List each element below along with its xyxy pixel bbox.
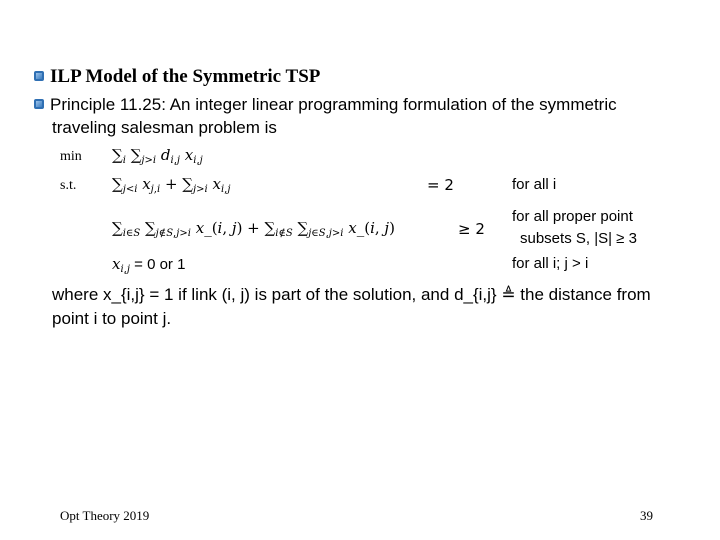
degree-constraint-rhs: = 2	[427, 176, 454, 194]
where-line-1: where x_{i,j} = 1 if link (i, j) is part of the solution, and d_{i,j} ≜ the distance from	[52, 285, 651, 304]
subtour-condition-line-1: for all proper point	[512, 208, 633, 225]
bullet-principle-row	[34, 94, 617, 116]
subtour-constraint-expression: $\sum_{i\in S}$ $\sum_{j\notin S,j>i}$ x_(i, $j) + \sum_{i\notin S}$ $\sum_{j\in S,j>i}$ x_(i, j)	[112, 219, 395, 239]
bullet-box-icon	[34, 71, 44, 81]
bullet-box-icon	[34, 99, 44, 109]
objective-expression: $\sum_i$ $\sum_{j>i}$ $d_{i,j}$ $x_{i,j}$	[112, 146, 203, 166]
objective-label: min	[60, 149, 82, 164]
subtour-condition-line-2: subsets S, |S| ≥ 3	[520, 230, 637, 247]
subtour-constraint-rhs: ≥ 2	[458, 220, 485, 238]
constraint-label: s.t.	[60, 178, 77, 193]
binary-constraint: $x_{i,j} = 0$ or 1	[112, 255, 186, 275]
bullet-title-row	[34, 66, 320, 88]
footer-course-label: Opt Theory 2019	[60, 508, 150, 523]
where-line-2: point i to point j.	[52, 309, 172, 328]
page-number: 39	[640, 508, 653, 523]
degree-constraint-condition: for all i	[512, 176, 557, 193]
principle-line-1: Principle 11.25: An integer linear programming formulation of the symmetric	[50, 95, 617, 114]
degree-constraint-expression: $\sum_{j<i}$ $x_{j,i} + \sum_{j>i}$ $x_{i,j}$	[112, 175, 231, 195]
slide-title: ILP Model of the Symmetric TSP	[50, 66, 321, 87]
principle-line-2: traveling salesman problem is	[52, 118, 277, 137]
binary-constraint-text: = 0 or 1	[134, 256, 186, 273]
binary-constraint-condition: for all i; j > i	[512, 255, 589, 272]
